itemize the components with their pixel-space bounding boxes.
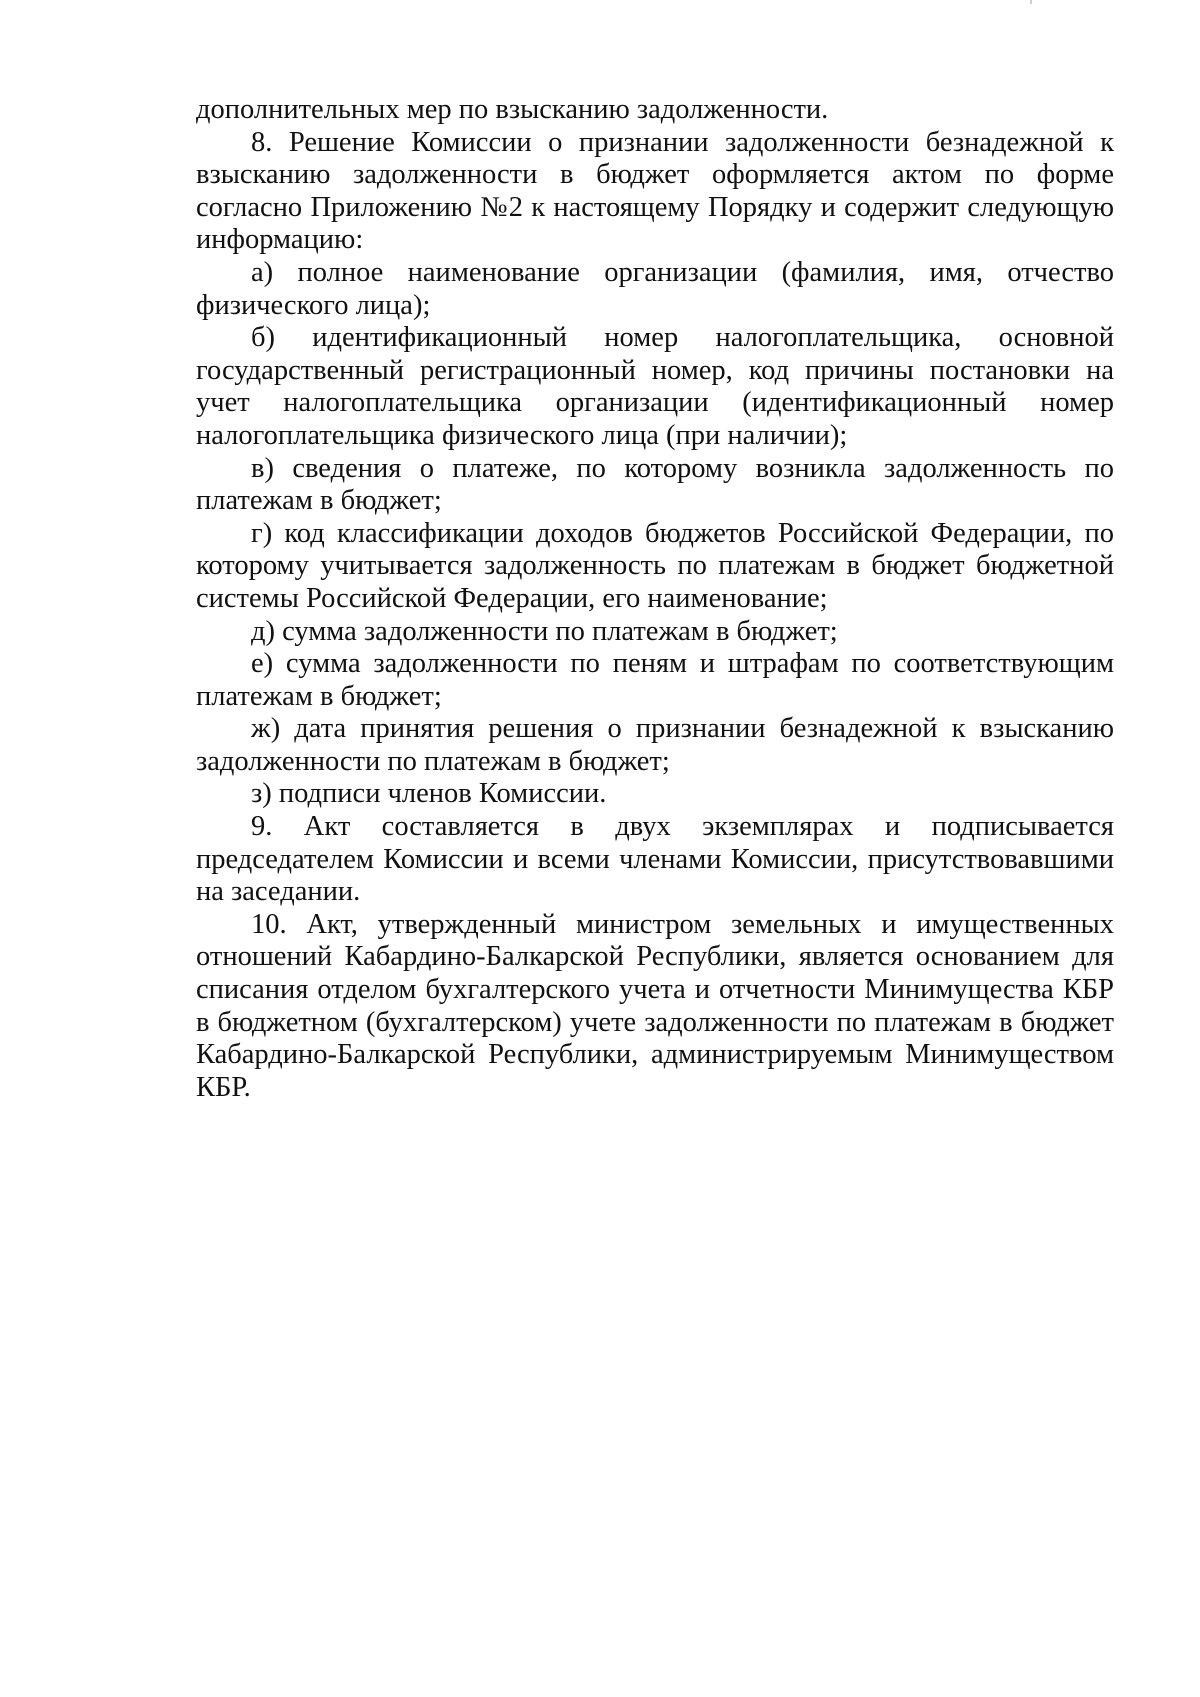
list-item-g: г) код классификации доходов бюджетов Российской Федерации, по которому учитывается задолженность по платежам в бюджет бюджетной системы Российской Федерации, его наименование;	[196, 517, 1114, 614]
list-item-d: д) сумма задолженности по платежам в бюджет;	[251, 615, 838, 647]
scan-artifact	[1030, 0, 1032, 4]
document-body	[196, 94, 1114, 1104]
paragraph-continuation: дополнительных мер по взысканию задолженности.	[196, 94, 829, 125]
list-item-e: е) сумма задолженности по пеням и штрафам по соответствующим платежам в бюджет;	[196, 648, 1114, 712]
list-item-v: в) сведения о платеже, по которому возникла задолженность по платежам в бюджет;	[196, 452, 1114, 517]
list-item-zh: ж) дата принятия решения о признании безнадежной к взысканию задолженности по платежам в бюджет;	[196, 713, 1114, 777]
list-item-b: б) идентификационный номер налогоплательщика, основной государственный регистрационный номер, код причины постановки на учет налогоплательщика организации (идентификационный номер налогоплательщика физического лица (при наличии);	[196, 322, 1114, 451]
paragraph-item-8: 8. Решение Комиссии о признании задолженности безнадежной к взысканию задолженности в бюджет оформляется актом по форме согласно Приложению №2 к настоящему Порядку и содержит следующую информацию:	[196, 126, 1114, 256]
paragraph-item-10: 10. Акт, утвержденный министром земельных и имущественных отношений Кабардино-Балкарской Республики, является основанием для списания отделом бухгалтерского учета и отчетности Минимущества КБР в бюджетном (бухгалтерском) учете задолженности по платежам в бюджет Кабардино-Балкарской Республики, администрируемым Минимуществом КБР.	[196, 908, 1114, 1103]
paragraph-item-9: 9. Акт составляется в двух экземплярах и подписывается председателем Комиссии и всеми членами Комиссии, присутствовавшими на заседании.	[196, 811, 1114, 908]
list-item-a: а) полное наименование организации (фамилия, имя, отчество физического лица);	[196, 256, 1114, 321]
list-item-z: з) подписи членов Комиссии.	[251, 778, 607, 810]
